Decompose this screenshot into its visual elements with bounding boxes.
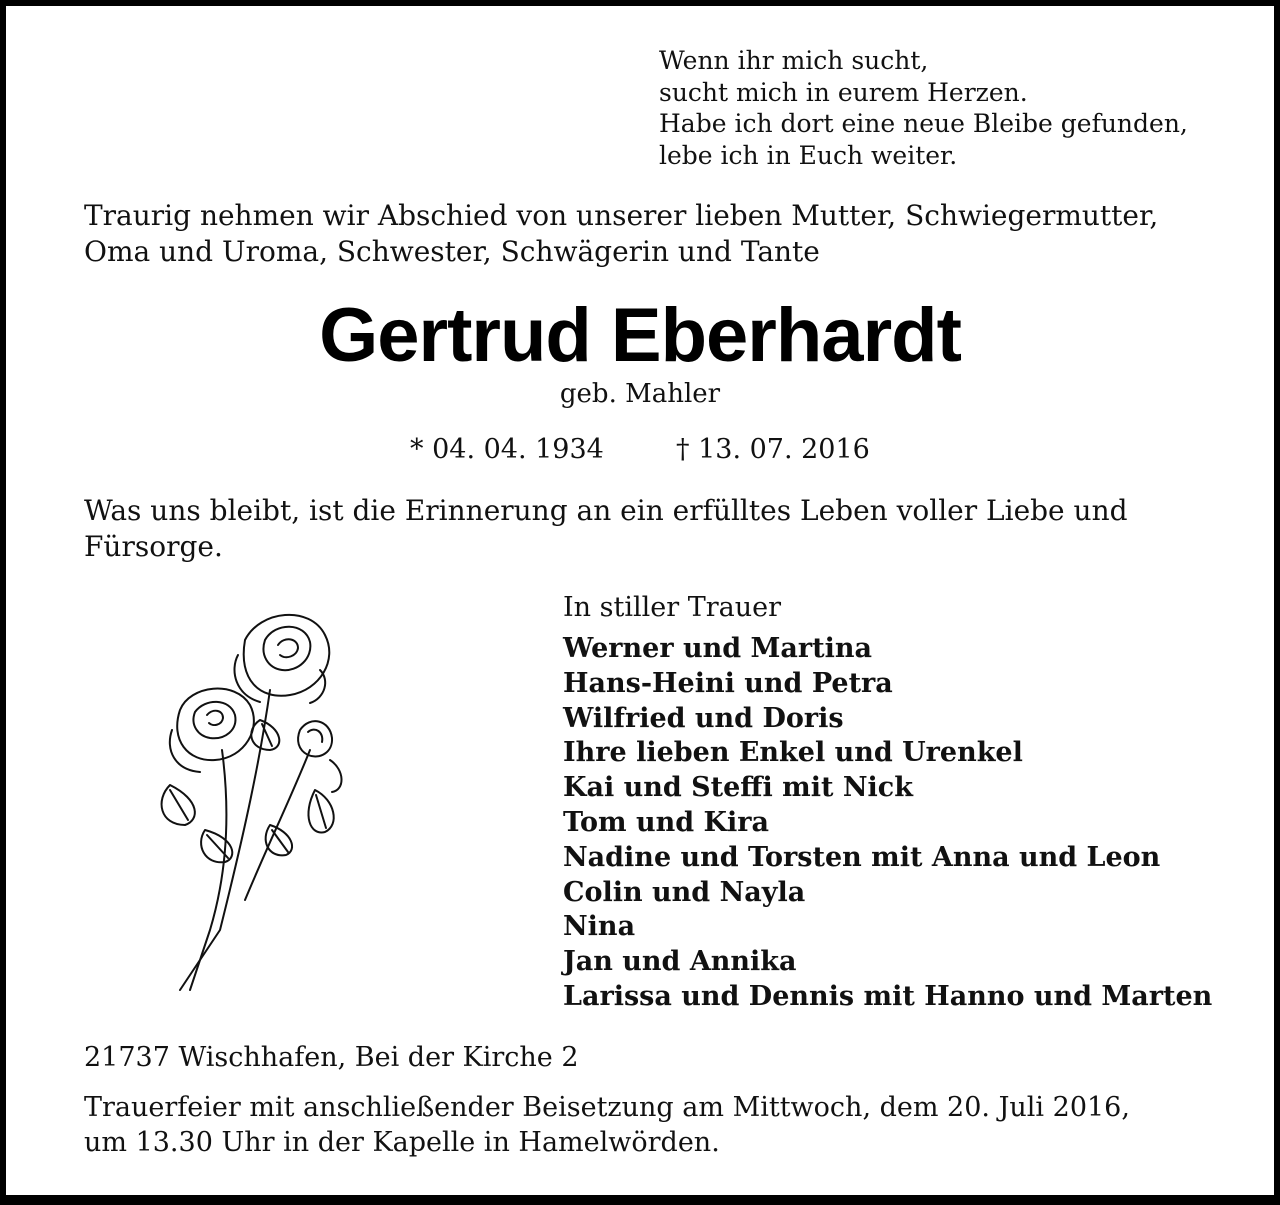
memory-text bbox=[84, 493, 1204, 565]
poem-line: Habe ich dort eine neue Bleibe gefunden, bbox=[659, 109, 1188, 138]
intro-line: Traurig nehmen wir Abschied von unserer lieben Mutter, Schwiegermutter, bbox=[84, 199, 1159, 232]
list-item: Nadine und Torsten mit Anna und Leon bbox=[563, 841, 1161, 873]
list-item: Hans-Heini und Petra bbox=[563, 667, 893, 699]
list-item: Werner und Martina bbox=[563, 633, 872, 664]
list-item: Larissa und Dennis mit Hanno und Marten bbox=[563, 980, 1213, 1012]
funeral-line: um 13.30 Uhr in der Kapelle in Hamelwörden. bbox=[84, 1127, 720, 1158]
birth-name: geb. Mahler bbox=[559, 379, 721, 409]
poem-line: lebe ich in Euch weiter. bbox=[659, 140, 958, 170]
list-item: Kai und Steffi mit Nick bbox=[563, 772, 913, 804]
poem-verse bbox=[659, 45, 1188, 171]
rose-bouquet-icon bbox=[150, 600, 350, 1000]
list-item: Nina bbox=[563, 911, 636, 943]
list-item: Wilfried und Doris bbox=[563, 702, 844, 734]
mourners-list bbox=[563, 632, 1212, 1015]
memory-line: Was uns bleibt, ist die Erinnerung an ein erfülltes Leben voller Liebe und bbox=[84, 494, 1128, 527]
poem-line: sucht mich in eurem Herzen. bbox=[659, 77, 1028, 107]
funeral-line: Trauerfeier mit anschließender Beisetzung am Mittwoch, dem 20. Juli 2016, bbox=[84, 1092, 1130, 1123]
intro-line: Oma und Uroma, Schwester, Schwägerin und Tante bbox=[84, 235, 820, 268]
list-item: Jan und Annika bbox=[563, 946, 797, 978]
list-item: Ihre lieben Enkel und Urenkel bbox=[563, 737, 1023, 769]
list-item: Colin und Nayla bbox=[563, 876, 806, 908]
birth-date: * 04. 04. 1934 bbox=[410, 434, 604, 465]
funeral-info bbox=[84, 1090, 1130, 1160]
death-date: † 13. 07. 2016 bbox=[676, 434, 870, 465]
address-text: 21737 Wischhafen, Bei der Kirche 2 bbox=[84, 1042, 579, 1073]
list-item: Tom und Kira bbox=[563, 806, 769, 838]
memory-line: Fürsorge. bbox=[84, 530, 223, 563]
mourning-heading: In stiller Trauer bbox=[563, 592, 782, 623]
poem-line: Wenn ihr mich sucht, bbox=[659, 46, 929, 75]
intro-text bbox=[84, 198, 1158, 270]
deceased-name: Gertrud Eberhardt bbox=[319, 293, 961, 378]
